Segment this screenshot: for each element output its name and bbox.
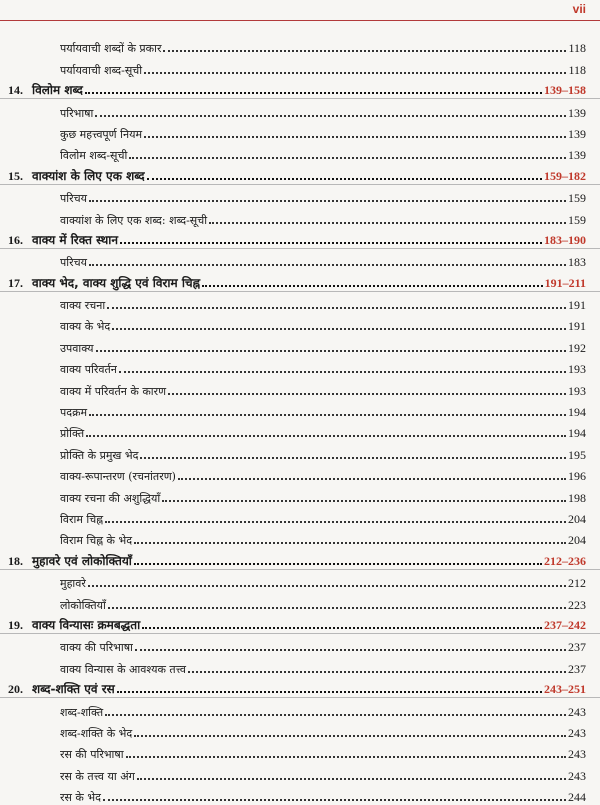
toc-subentry — [0, 99, 600, 120]
chapter-number: 14. — [8, 83, 23, 98]
dot-leader — [140, 457, 566, 459]
entry-title: वाक्य रचना की अशुद्धियाँ — [60, 491, 161, 505]
dot-leader — [178, 478, 566, 480]
entry-page: 244 — [568, 790, 586, 805]
toc-subentry — [0, 484, 600, 505]
toc-subentry — [0, 527, 600, 548]
entry-title: रस के भेद — [60, 791, 101, 805]
entry-page: 183–190 — [544, 232, 586, 247]
dot-leader — [108, 607, 566, 609]
chapter-number: 19. — [8, 617, 23, 632]
entry-page: 243 — [568, 747, 586, 762]
toc-subentry — [0, 35, 600, 56]
chapter-number: 15. — [8, 168, 23, 183]
dot-leader — [95, 115, 566, 117]
toc-subentry — [0, 441, 600, 462]
toc-subentry — [0, 399, 600, 420]
dot-leader — [134, 542, 566, 544]
entry-page: 118 — [568, 41, 586, 56]
toc-subentry — [0, 570, 600, 591]
toc-chapter-entry — [0, 548, 600, 569]
entry-title: परिचय — [60, 192, 87, 206]
entry-title: वाक्य में रिक्त स्थान — [32, 232, 119, 247]
entry-page: 243 — [568, 725, 586, 740]
toc-subentry — [0, 56, 600, 77]
entry-title: वाक्य भेद, वाक्य शुद्धि एवं विराम चिह्न — [32, 275, 201, 290]
entry-title: शब्द-शक्ति के भेद — [60, 726, 133, 740]
chapter-number: 20. — [8, 682, 23, 697]
entry-page: 139–158 — [544, 83, 586, 98]
chapter-number: 17. — [8, 275, 23, 290]
dot-leader — [168, 393, 566, 395]
entry-title: वाक्य के भेद — [60, 320, 111, 334]
dot-leader — [144, 136, 566, 138]
entry-title: वाक्यांश के लिए एक शब्द — [32, 168, 145, 183]
entry-title: रस की परिभाषा — [60, 748, 124, 762]
dot-leader — [126, 756, 566, 758]
entry-page: 192 — [568, 340, 586, 355]
entry-page: 159 — [568, 212, 586, 227]
dot-leader — [147, 178, 542, 180]
toc-chapter-entry — [0, 78, 600, 99]
entry-title: वाक्यांश के लिए एक शब्द: शब्द-सूची — [60, 213, 208, 227]
toc-subentry — [0, 420, 600, 441]
dot-leader — [105, 521, 566, 523]
dot-leader — [96, 350, 566, 352]
dot-leader — [135, 649, 566, 651]
entry-page: 195 — [568, 447, 586, 462]
entry-page: 212 — [568, 576, 586, 591]
entry-title: विराम चिह्न के भेद — [60, 534, 133, 548]
dot-leader — [85, 92, 542, 94]
toc-subentry — [0, 377, 600, 398]
dot-leader — [129, 157, 566, 159]
dot-leader — [89, 414, 566, 416]
entry-title: मुहावरे — [60, 577, 86, 591]
toc-subentry — [0, 762, 600, 783]
entry-title: पदक्रम — [60, 406, 88, 420]
dot-leader — [107, 307, 566, 309]
toc-subentry — [0, 698, 600, 719]
entry-title: विलोम शब्द — [32, 83, 83, 98]
entry-page: 194 — [568, 405, 586, 420]
entry-title: वाक्य परिवर्तन — [60, 363, 117, 377]
entry-title: लोकोक्तियाँ — [60, 598, 106, 612]
chapter-number: 16. — [8, 232, 23, 247]
dot-leader — [163, 50, 566, 52]
entry-page: 237 — [568, 661, 586, 676]
toc-subentry — [0, 784, 600, 805]
toc-chapter-entry — [0, 270, 600, 291]
toc-subentry — [0, 292, 600, 313]
entry-page: 243 — [568, 768, 586, 783]
entry-page: 223 — [568, 597, 586, 612]
entry-title: वाक्य की परिभाषा — [60, 641, 133, 655]
entry-title: वाक्य विन्यास के आवश्यक तत्त्व — [60, 662, 187, 676]
entry-title: प्रोक्ति — [60, 427, 85, 441]
dot-leader — [134, 735, 566, 737]
entry-page: 243–251 — [544, 682, 586, 697]
entry-page: 139 — [568, 105, 586, 120]
dot-leader — [89, 200, 566, 202]
entry-title: कुछ महत्त्वपूर्ण नियम — [60, 127, 143, 141]
dot-leader — [112, 328, 566, 330]
dot-leader — [209, 222, 566, 224]
toc-chapter-entry — [0, 228, 600, 249]
entry-title: रस के तत्त्व या अंग — [60, 769, 135, 783]
entry-page: 183 — [568, 255, 586, 270]
toc-chapter-entry — [0, 677, 600, 698]
entry-title: मुहावरे एवं लोकोक्तियाँ — [32, 553, 132, 568]
dot-leader — [120, 242, 542, 244]
entry-page: 237 — [568, 640, 586, 655]
entry-title: शब्द-शक्ति — [60, 705, 104, 719]
entry-page: 191 — [568, 298, 586, 313]
toc-subentry — [0, 249, 600, 270]
dot-leader — [117, 691, 542, 693]
entry-title: वाक्य में परिवर्तन के कारण — [60, 384, 167, 398]
entry-title: वाक्य रचना — [60, 299, 106, 313]
dot-leader — [86, 435, 566, 437]
entry-title: परिभाषा — [60, 106, 94, 120]
dot-leader — [188, 671, 566, 673]
entry-page: 204 — [568, 533, 586, 548]
page-header — [0, 0, 600, 21]
toc-subentry — [0, 356, 600, 377]
toc-subentry — [0, 121, 600, 142]
dot-leader — [202, 285, 543, 287]
entry-page: 159–182 — [544, 168, 586, 183]
dot-leader — [134, 563, 542, 565]
entry-page: 198 — [568, 490, 586, 505]
entry-title: वाक्य विन्यासः क्रमबद्धता — [32, 617, 141, 632]
entry-page: 191 — [568, 319, 586, 334]
table-of-contents — [0, 35, 600, 805]
entry-page: 243 — [568, 704, 586, 719]
entry-title: पर्यायवाची शब्दों के प्रकार — [60, 42, 162, 56]
dot-leader — [162, 500, 566, 502]
toc-chapter-entry — [0, 163, 600, 184]
entry-page: 193 — [568, 383, 586, 398]
entry-title: विलोम शब्द-सूची — [60, 149, 128, 163]
toc-subentry — [0, 634, 600, 655]
toc-subentry — [0, 655, 600, 676]
dot-leader — [137, 778, 566, 780]
toc-subentry — [0, 463, 600, 484]
dot-leader — [105, 714, 566, 716]
dot-leader — [142, 627, 542, 629]
chapter-number: 18. — [8, 553, 23, 568]
toc-subentry — [0, 185, 600, 206]
toc-subentry — [0, 334, 600, 355]
toc-chapter-entry — [0, 613, 600, 634]
toc-subentry — [0, 142, 600, 163]
entry-page: 118 — [568, 62, 586, 77]
entry-page: 196 — [568, 469, 586, 484]
entry-page: 237–242 — [544, 617, 586, 632]
entry-title: पर्यायवाची शब्द-सूची — [60, 63, 143, 77]
toc-subentry — [0, 206, 600, 227]
dot-leader — [89, 264, 566, 266]
entry-title: वाक्य-रूपान्तरण (रचनांतरण) — [60, 470, 176, 484]
entry-page: 159 — [568, 191, 586, 206]
toc-subentry — [0, 313, 600, 334]
dot-leader — [144, 72, 566, 74]
entry-title: उपवाक्य — [60, 341, 94, 355]
toc-subentry — [0, 591, 600, 612]
toc-subentry — [0, 720, 600, 741]
dot-leader — [103, 799, 566, 801]
entry-title: शब्द-शक्ति एवं रस — [32, 682, 115, 697]
entry-page: 212–236 — [544, 553, 586, 568]
entry-title: परिचय — [60, 256, 87, 270]
entry-title: प्रोक्ति के प्रमुख भेद — [60, 448, 139, 462]
dot-leader — [88, 585, 566, 587]
page-number: vii — [572, 2, 586, 16]
toc-subentry — [0, 741, 600, 762]
entry-page: 139 — [568, 148, 586, 163]
entry-page: 204 — [568, 511, 586, 526]
entry-title: विराम चिह्न — [60, 512, 104, 526]
entry-page: 191–211 — [544, 275, 586, 290]
entry-page: 194 — [568, 426, 586, 441]
entry-page: 139 — [568, 126, 586, 141]
entry-page: 193 — [568, 362, 586, 377]
dot-leader — [119, 371, 566, 373]
toc-subentry — [0, 506, 600, 527]
